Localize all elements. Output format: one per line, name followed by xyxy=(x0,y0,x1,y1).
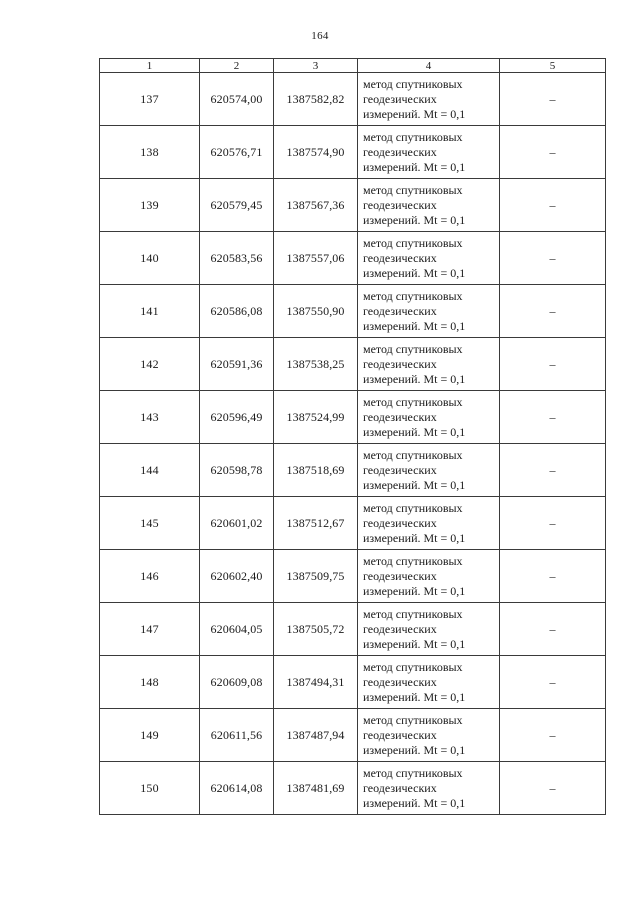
method-line: измерений. Mt = 0,1 xyxy=(363,636,466,651)
x-coordinate-cell: 620583,56 xyxy=(200,232,274,285)
note-cell: – xyxy=(500,444,606,497)
y-coordinate-cell: 1387582,82 xyxy=(274,73,358,126)
method-line: измерений. Mt = 0,1 xyxy=(363,212,466,227)
method-line: измерений. Mt = 0,1 xyxy=(363,530,466,545)
method-cell xyxy=(358,497,500,550)
table-row xyxy=(100,762,606,815)
x-coordinate-cell: 620576,71 xyxy=(200,126,274,179)
column-header: 5 xyxy=(500,59,606,73)
note-cell: – xyxy=(500,497,606,550)
x-coordinate-cell: 620591,36 xyxy=(200,338,274,391)
method-line: метод спутниковых xyxy=(363,447,463,462)
column-header: 1 xyxy=(100,59,200,73)
y-coordinate-cell: 1387481,69 xyxy=(274,762,358,815)
x-coordinate-cell: 620609,08 xyxy=(200,656,274,709)
method-cell xyxy=(358,126,500,179)
method-cell xyxy=(358,285,500,338)
note-cell: – xyxy=(500,232,606,285)
y-coordinate-cell: 1387567,36 xyxy=(274,179,358,232)
note-cell: – xyxy=(500,550,606,603)
method-cell xyxy=(358,73,500,126)
y-coordinate-cell: 1387574,90 xyxy=(274,126,358,179)
point-number-cell: 141 xyxy=(100,285,200,338)
y-coordinate-cell: 1387557,06 xyxy=(274,232,358,285)
table-row xyxy=(100,285,606,338)
method-cell xyxy=(358,179,500,232)
y-coordinate-cell: 1387487,94 xyxy=(274,709,358,762)
method-line: метод спутниковых xyxy=(363,129,463,144)
method-line: измерений. Mt = 0,1 xyxy=(363,795,466,810)
point-number-cell: 147 xyxy=(100,603,200,656)
method-line: метод спутниковых xyxy=(363,606,463,621)
method-cell xyxy=(358,656,500,709)
method-line: метод спутниковых xyxy=(363,288,463,303)
y-coordinate-cell: 1387524,99 xyxy=(274,391,358,444)
method-line: измерений. Mt = 0,1 xyxy=(363,742,466,757)
table-row xyxy=(100,179,606,232)
point-number-cell: 140 xyxy=(100,232,200,285)
method-cell xyxy=(358,391,500,444)
point-number-cell: 148 xyxy=(100,656,200,709)
y-coordinate-cell: 1387538,25 xyxy=(274,338,358,391)
x-coordinate-cell: 620596,49 xyxy=(200,391,274,444)
table-header-row xyxy=(100,59,606,73)
note-cell: – xyxy=(500,603,606,656)
method-line: метод спутниковых xyxy=(363,394,463,409)
method-cell xyxy=(358,762,500,815)
method-line: метод спутниковых xyxy=(363,765,463,780)
note-cell: – xyxy=(500,73,606,126)
table-row xyxy=(100,338,606,391)
method-cell xyxy=(358,550,500,603)
method-line: метод спутниковых xyxy=(363,553,463,568)
point-number-cell: 139 xyxy=(100,179,200,232)
method-line: геодезических xyxy=(363,197,437,212)
method-line: геодезических xyxy=(363,303,437,318)
y-coordinate-cell: 1387518,69 xyxy=(274,444,358,497)
page-number: 164 xyxy=(311,30,329,42)
x-coordinate-cell: 620604,05 xyxy=(200,603,274,656)
method-cell xyxy=(358,709,500,762)
method-cell xyxy=(358,444,500,497)
point-number-cell: 145 xyxy=(100,497,200,550)
y-coordinate-cell: 1387505,72 xyxy=(274,603,358,656)
method-line: измерений. Mt = 0,1 xyxy=(363,371,466,386)
method-line: измерений. Mt = 0,1 xyxy=(363,159,466,174)
point-number-cell: 143 xyxy=(100,391,200,444)
note-cell: – xyxy=(500,762,606,815)
point-number-cell: 137 xyxy=(100,73,200,126)
table-row xyxy=(100,444,606,497)
method-line: геодезических xyxy=(363,674,437,689)
table-row xyxy=(100,603,606,656)
method-line: геодезических xyxy=(363,462,437,477)
table-row xyxy=(100,391,606,444)
note-cell: – xyxy=(500,391,606,444)
method-line: метод спутниковых xyxy=(363,182,463,197)
method-line: метод спутниковых xyxy=(363,341,463,356)
y-coordinate-cell: 1387512,67 xyxy=(274,497,358,550)
method-line: метод спутниковых xyxy=(363,235,463,250)
method-line: метод спутниковых xyxy=(363,500,463,515)
method-line: измерений. Mt = 0,1 xyxy=(363,265,466,280)
y-coordinate-cell: 1387509,75 xyxy=(274,550,358,603)
point-number-cell: 150 xyxy=(100,762,200,815)
method-line: измерений. Mt = 0,1 xyxy=(363,424,466,439)
method-line: измерений. Mt = 0,1 xyxy=(363,583,466,598)
method-line: метод спутниковых xyxy=(363,712,463,727)
note-cell: – xyxy=(500,709,606,762)
method-line: измерений. Mt = 0,1 xyxy=(363,477,466,492)
table-row xyxy=(100,497,606,550)
note-cell: – xyxy=(500,656,606,709)
method-line: геодезических xyxy=(363,515,437,530)
note-cell: – xyxy=(500,126,606,179)
method-line: геодезических xyxy=(363,356,437,371)
table-row xyxy=(100,550,606,603)
method-line: геодезических xyxy=(363,621,437,636)
column-header: 2 xyxy=(200,59,274,73)
point-number-cell: 138 xyxy=(100,126,200,179)
method-line: метод спутниковых xyxy=(363,659,463,674)
method-line: измерений. Mt = 0,1 xyxy=(363,106,466,121)
note-cell: – xyxy=(500,285,606,338)
table-row xyxy=(100,232,606,285)
method-line: измерений. Mt = 0,1 xyxy=(363,318,466,333)
x-coordinate-cell: 620586,08 xyxy=(200,285,274,338)
point-number-cell: 144 xyxy=(100,444,200,497)
point-number-cell: 149 xyxy=(100,709,200,762)
x-coordinate-cell: 620598,78 xyxy=(200,444,274,497)
y-coordinate-cell: 1387494,31 xyxy=(274,656,358,709)
note-cell: – xyxy=(500,179,606,232)
method-line: метод спутниковых xyxy=(363,76,463,91)
method-line: геодезических xyxy=(363,144,437,159)
x-coordinate-cell: 620579,45 xyxy=(200,179,274,232)
method-cell xyxy=(358,603,500,656)
x-coordinate-cell: 620611,56 xyxy=(200,709,274,762)
method-line: геодезических xyxy=(363,727,437,742)
method-cell xyxy=(358,338,500,391)
method-line: геодезических xyxy=(363,250,437,265)
method-cell xyxy=(358,232,500,285)
method-line: измерений. Mt = 0,1 xyxy=(363,689,466,704)
point-number-cell: 142 xyxy=(100,338,200,391)
method-line: геодезических xyxy=(363,780,437,795)
table-body xyxy=(100,59,606,815)
column-header: 3 xyxy=(274,59,358,73)
method-line: геодезических xyxy=(363,409,437,424)
table-row xyxy=(100,126,606,179)
point-number-cell: 146 xyxy=(100,550,200,603)
y-coordinate-cell: 1387550,90 xyxy=(274,285,358,338)
note-cell: – xyxy=(500,338,606,391)
table-row xyxy=(100,73,606,126)
method-line: геодезических xyxy=(363,91,437,106)
table-row xyxy=(100,656,606,709)
table-row xyxy=(100,709,606,762)
column-header: 4 xyxy=(358,59,500,73)
x-coordinate-cell: 620614,08 xyxy=(200,762,274,815)
coordinates-table xyxy=(99,58,606,815)
x-coordinate-cell: 620574,00 xyxy=(200,73,274,126)
x-coordinate-cell: 620601,02 xyxy=(200,497,274,550)
x-coordinate-cell: 620602,40 xyxy=(200,550,274,603)
method-line: геодезических xyxy=(363,568,437,583)
